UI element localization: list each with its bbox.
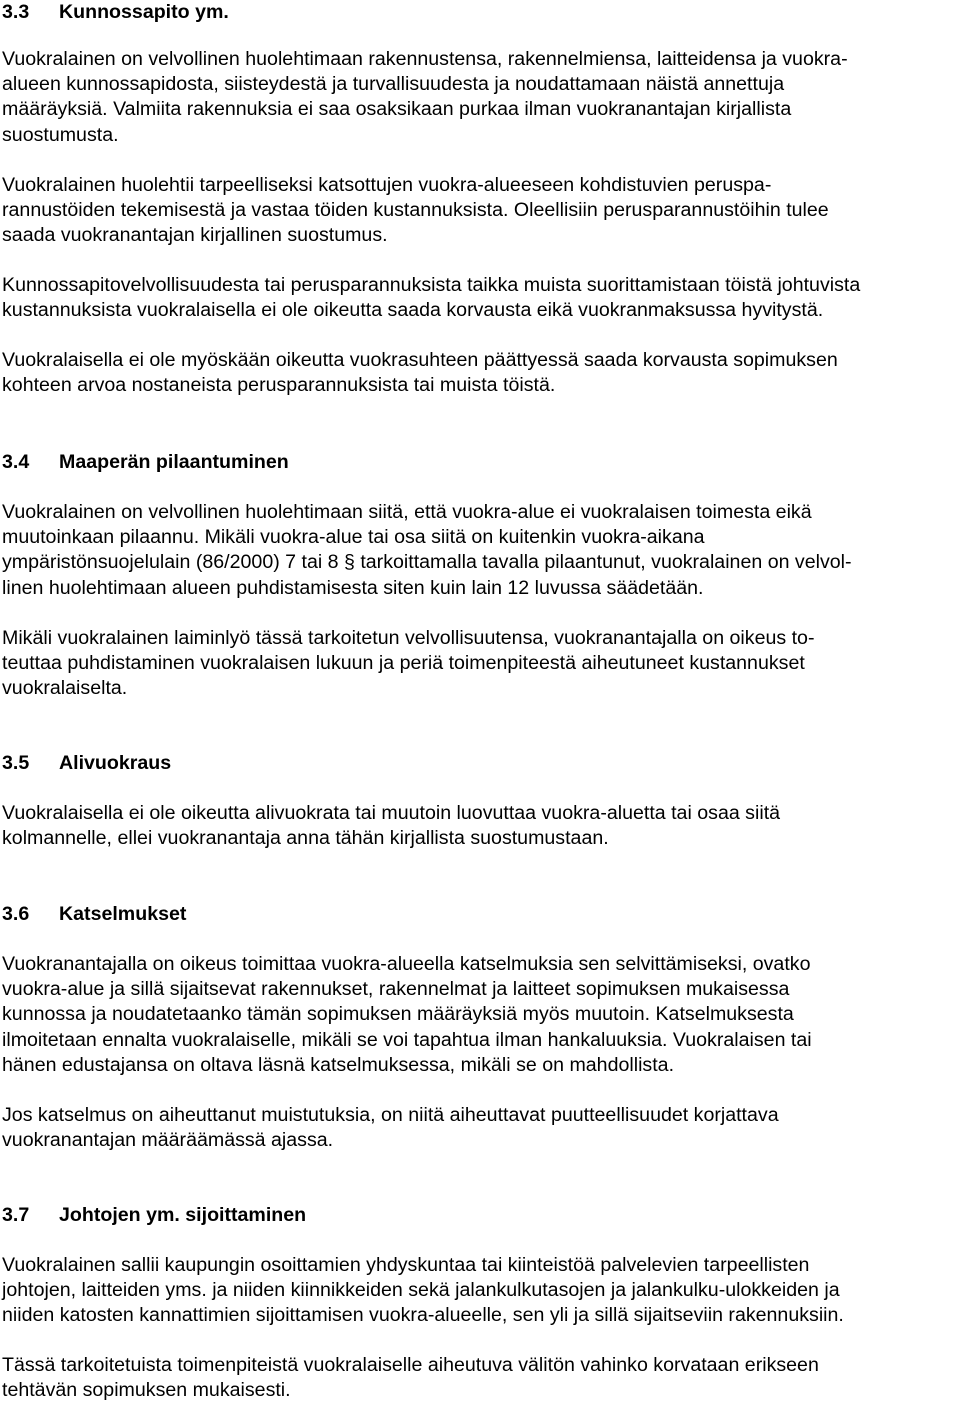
text-line: kunnossa ja noudatetaanko tämän sopimuksen määräyksiä myös muutoin. Katselmuksesta <box>2 1003 794 1026</box>
section-number: 3.4 <box>2 451 30 473</box>
paragraph <box>2 1103 779 1153</box>
section-title: Alivuokraus <box>59 752 172 774</box>
text-line: kohteen arvoa nostaneista perusparannuksista tai muista töistä. <box>2 374 556 397</box>
text-line: tehtävän sopimuksen mukaisesti. <box>2 1379 291 1402</box>
text-line: Vuokralaisella ei ole oikeutta alivuokrata tai muutoin luovuttaa vuokra-aluetta tai osaa siitä <box>2 802 781 824</box>
text-line: ympäristönsuojelulain (86/2000) 7 tai 8 § tarkoittamalla tavalla pilaantunut, vuokralainen on velvol- <box>2 551 852 574</box>
text-line: Vuokralaisella ei ole myöskään oikeutta vuokrasuhteen päättyessä saada korvausta sopimuksen <box>2 349 838 371</box>
section-heading <box>2 450 289 475</box>
section-heading <box>2 902 186 927</box>
text-line: Kunnossapitovelvollisuudesta tai perusparannuksista taikka muista suorittamistaan töistä johtuvista <box>2 274 861 296</box>
paragraph <box>2 1253 844 1329</box>
text-line: suostumusta. <box>2 123 119 146</box>
paragraph <box>2 801 780 851</box>
section-3-3 <box>2 0 229 25</box>
section-3-6 <box>2 902 186 927</box>
text-line: kustannuksista vuokralaisella ei ole oikeutta saada korvausta eikä vuokranmaksussa hyvitystä. <box>2 299 824 322</box>
section-title: Maaperän pilaantuminen <box>59 451 289 473</box>
text-line: rannustöiden tekemisestä ja vastaa töiden kustannuksista. Oleellisiin perusparannustöihin tulee <box>2 199 829 222</box>
text-line: linen huolehtimaan alueen puhdistamisesta siten kuin lain 12 luvussa säädetään. <box>2 576 704 599</box>
section-number: 3.7 <box>2 1204 30 1226</box>
text-line: Vuokralainen on velvollinen huolehtimaan rakennustensa, rakennelmiensa, laitteidensa ja vuokra- <box>2 48 848 70</box>
text-line: vuokra-alue ja sillä sijaitsevat rakennukset, rakennelmat ja laitteet sopimuksen mukaisessa <box>2 978 790 1001</box>
paragraph <box>2 348 838 398</box>
paragraph <box>2 173 829 249</box>
section-number: 3.5 <box>2 752 30 774</box>
paragraph <box>2 1353 819 1403</box>
text-line: vuokranantajan määräämässä ajassa. <box>2 1129 334 1152</box>
text-line: Vuokralainen huolehtii tarpeelliseksi katsottujen vuokra-alueeseen kohdistuvien peruspa- <box>2 174 772 196</box>
section-heading <box>2 1203 306 1228</box>
text-line: määräyksiä. Valmiita rakennuksia ei saa osaksikaan purkaa ilman vuokranantajan kirjallista <box>2 98 792 121</box>
text-line: muutoinkaan pilaannu. Mikäli vuokra-alue tai osa siitä on kuitenkin vuokra-aikana <box>2 526 705 549</box>
text-line: Vuokranantajalla on oikeus toimittaa vuokra-alueella katselmuksia sen selvittämiseksi, ovatko <box>2 953 811 975</box>
text-line: teuttaa puhdistaminen vuokralaisen lukuun ja periä toimenpiteestä aiheutuneet kustannukset <box>2 652 805 675</box>
text-line: Tässä tarkoitetuista toimenpiteistä vuokralaiselle aiheutuva välitön vahinko korvataan erikseen <box>2 1354 819 1376</box>
text-line: Jos katselmus on aiheuttanut muistutuksia, on niitä aiheuttavat puutteellisuudet korjattava <box>2 1104 779 1126</box>
text-line: johtojen, laitteiden yms. ja niiden kiinnikkeiden sekä jalankulkutasojen ja jalankulku-ulokkeiden ja <box>2 1279 840 1302</box>
text-line: hänen edustajansa on oltava läsnä katselmuksessa, mikäli se on mahdollista. <box>2 1053 675 1076</box>
text-line: vuokralaiselta. <box>2 677 128 700</box>
paragraph <box>2 47 848 148</box>
section-number: 3.3 <box>2 1 30 23</box>
section-heading <box>2 0 229 25</box>
text-line: alueen kunnossapidosta, siisteydestä ja turvallisuudesta ja noudattamaan näistä annettuja <box>2 73 785 96</box>
section-heading <box>2 751 171 776</box>
section-title: Johtojen ym. sijoittaminen <box>59 1204 307 1226</box>
text-line: kolmannelle, ellei vuokranantaja anna tähän kirjallista suostumustaan. <box>2 827 609 850</box>
paragraph <box>2 626 814 702</box>
paragraph <box>2 500 852 601</box>
section-number: 3.6 <box>2 903 30 925</box>
section-3-7 <box>2 1203 306 1228</box>
section-3-5 <box>2 751 171 776</box>
text-line: Vuokralainen on velvollinen huolehtimaan siitä, että vuokra-alue ei vuokralaisen toimesta eikä <box>2 501 812 523</box>
section-title: Katselmukset <box>59 903 187 925</box>
text-line: Mikäli vuokralainen laiminlyö tässä tarkoitetun velvollisuutensa, vuokranantajalla on oikeus to- <box>2 627 815 649</box>
text-line: ilmoitetaan ennalta vuokralaiselle, mikäli se voi tapahtua ilman hankaluuksia. Vuokralaisen tai <box>2 1028 812 1051</box>
paragraph <box>2 273 860 323</box>
text-line: Vuokralainen sallii kaupungin osoittamien yhdyskuntaa tai kiinteistöä palvelevien tarpeellisten <box>2 1254 810 1276</box>
text-line: niiden katosten kannattimien sijoittamisen vuokra-alueelle, sen yli ja sillä sijaitseviin rakennuksiin. <box>2 1304 844 1327</box>
section-title: Kunnossapito ym. <box>59 1 229 23</box>
paragraph <box>2 952 812 1078</box>
text-line: saada vuokranantajan kirjallinen suostumus. <box>2 224 388 247</box>
section-3-4 <box>2 450 289 475</box>
